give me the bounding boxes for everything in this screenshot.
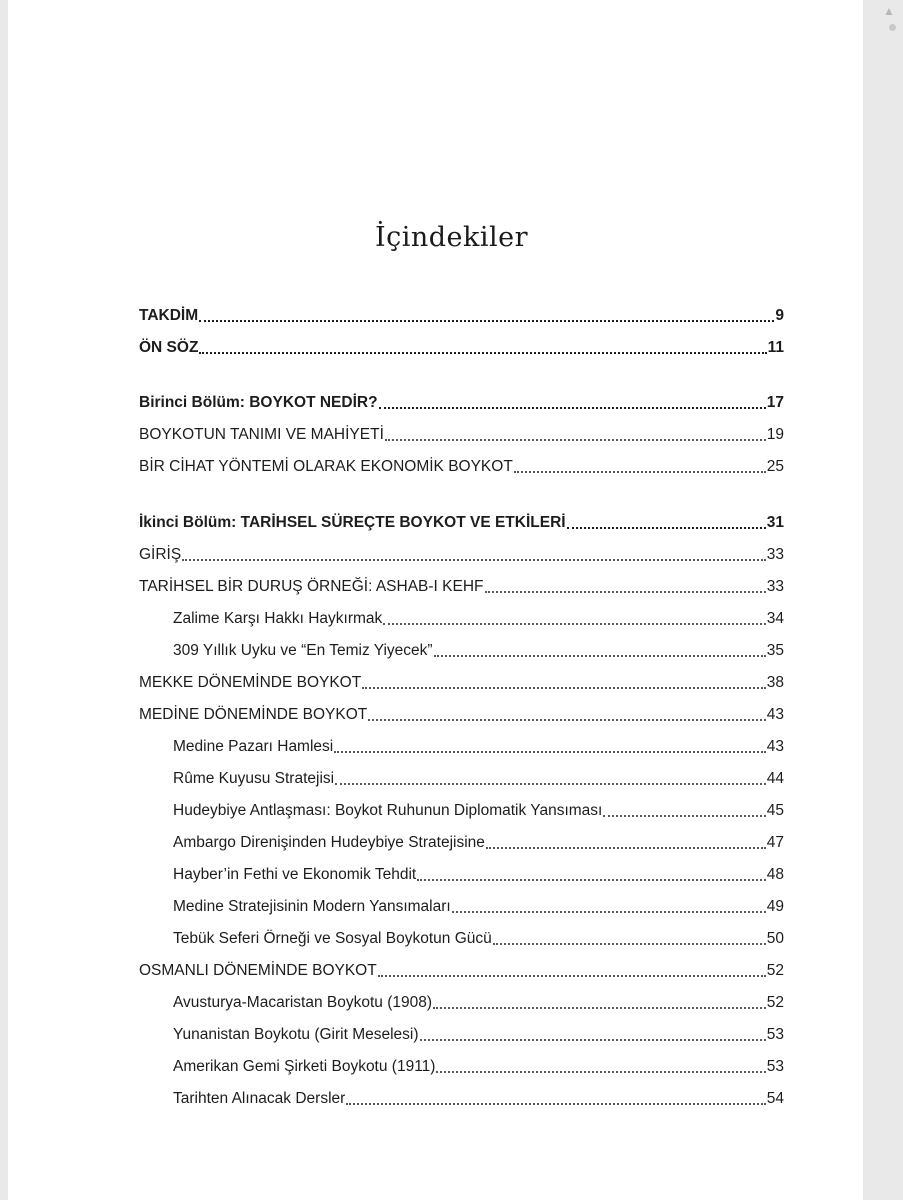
- toc-entry[interactable]: [139, 421, 784, 445]
- toc-entry-label: Zalime Karşı Hakkı Haykırmak: [173, 610, 383, 627]
- toc-entry[interactable]: [139, 509, 784, 533]
- toc-entry-page-number: 53: [766, 1026, 784, 1043]
- dot-leader: [603, 815, 765, 817]
- toc-entry[interactable]: [139, 765, 784, 789]
- toc-entry-page-number: 35: [766, 642, 784, 659]
- toc-entry-page-number: 52: [766, 962, 784, 979]
- toc-entry[interactable]: [139, 302, 784, 326]
- toc-entry[interactable]: [139, 541, 784, 565]
- toc-entry-page-number: 49: [766, 898, 784, 915]
- toc-entry-page-number: 52: [766, 994, 784, 1011]
- dot-leader: [346, 1103, 765, 1105]
- dot-leader: [385, 439, 766, 441]
- toc-entry-label: Amerikan Gemi Şirketi Boykotu (1911): [173, 1058, 436, 1075]
- toc-entry-page-number: 33: [766, 578, 784, 595]
- toc-entry[interactable]: [139, 925, 784, 949]
- toc-title: İçindekiler: [374, 222, 529, 253]
- dot-leader: [182, 559, 766, 561]
- toc-entry-page-number: 31: [766, 514, 784, 531]
- dot-leader: [362, 687, 766, 689]
- toc-entry-label: TARİHSEL BİR DURUŞ ÖRNEĞİ: ASHAB-I KEHF: [139, 578, 484, 595]
- toc-entry[interactable]: [139, 957, 784, 981]
- toc-entry-page-number: 47: [766, 834, 784, 851]
- toc-entry[interactable]: [139, 733, 784, 757]
- dot-leader: [452, 911, 766, 913]
- toc-entry[interactable]: [139, 893, 784, 917]
- toc-entry-page-number: 43: [766, 738, 784, 755]
- toc-entry-page-number: 38: [766, 674, 784, 691]
- toc-entry-label: Medine Pazarı Hamlesi: [173, 738, 334, 755]
- toc-entry[interactable]: [139, 1085, 784, 1109]
- toc-entry[interactable]: [139, 605, 784, 629]
- toc-entry[interactable]: [139, 829, 784, 853]
- toc-entry[interactable]: [139, 637, 784, 661]
- toc-entry-page-number: 34: [766, 610, 784, 627]
- toc-entry-page-number: 25: [766, 458, 784, 475]
- toc-entry-page-number: 17: [766, 394, 784, 411]
- dot-leader: [417, 879, 766, 881]
- toc-entry-label: BİR CİHAT YÖNTEMİ OLARAK EKONOMİK BOYKOT: [139, 458, 513, 475]
- toc-entry-page-number: 50: [766, 930, 784, 947]
- toc-entry-label: GİRİŞ: [139, 546, 182, 563]
- toc-entry[interactable]: [139, 989, 784, 1013]
- toc-entry-page-number: 9: [775, 307, 784, 324]
- toc-entry-page-number: 44: [766, 770, 784, 787]
- dot-leader: [434, 655, 766, 657]
- toc-entry-label: Rûme Kuyusu Stratejisi: [173, 770, 335, 787]
- toc-entry-label: Ambargo Direnişinden Hudeybiye Stratejisine: [173, 834, 485, 851]
- toc-entry-label: TAKDİM: [139, 307, 199, 324]
- dot-leader: [433, 1007, 766, 1009]
- toc-entry-label: MEDİNE DÖNEMİNDE BOYKOT: [139, 706, 368, 723]
- toc-entry-label: Tebük Seferi Örneği ve Sosyal Boykotun Gücü: [173, 930, 492, 947]
- toc-entry-page-number: 11: [767, 339, 784, 356]
- dot-leader: [379, 407, 766, 409]
- dot-leader: [335, 783, 766, 785]
- dot-leader: [199, 320, 774, 322]
- toc-entry[interactable]: [139, 334, 784, 358]
- toc-entry-label: İkinci Bölüm: TARİHSEL SÜREÇTE BOYKOT VE ETKİLERİ: [139, 514, 566, 531]
- toc-entry-page-number: 19: [766, 426, 784, 443]
- toc-entry[interactable]: [139, 1021, 784, 1045]
- toc-entry-label: BOYKOTUN TANIMI VE MAHİYETİ: [139, 426, 384, 443]
- toc-entry-label: Tarihten Alınacak Dersler: [173, 1090, 346, 1107]
- dot-leader: [486, 847, 766, 849]
- document-page: [8, 0, 863, 1200]
- dot-leader: [493, 943, 766, 945]
- toc-entry[interactable]: [139, 861, 784, 885]
- toc-entry[interactable]: [139, 701, 784, 725]
- dot-leader: [334, 751, 766, 753]
- toc-entry-label: Hayber’in Fethi ve Ekonomik Tehdit: [173, 866, 417, 883]
- toc-entry-label: 309 Yıllık Uyku ve “En Temiz Yiyecek”: [173, 642, 433, 659]
- dot-leader: [567, 527, 766, 529]
- scroll-up-arrow-icon[interactable]: ▲: [883, 4, 895, 18]
- toc-entry[interactable]: [139, 573, 784, 597]
- toc-entry-page-number: 43: [766, 706, 784, 723]
- dot-leader: [420, 1039, 766, 1041]
- scrollbar-thumb[interactable]: [889, 24, 896, 31]
- toc-entry[interactable]: [139, 669, 784, 693]
- toc-entry-label: MEKKE DÖNEMİNDE BOYKOT: [139, 674, 362, 691]
- toc-entry-label: Birinci Bölüm: BOYKOT NEDİR?: [139, 394, 378, 411]
- dot-leader: [514, 471, 766, 473]
- dot-leader: [199, 352, 766, 354]
- toc-entry-label: Hudeybiye Antlaşması: Boykot Ruhunun Diplomatik Yansıması: [173, 802, 603, 819]
- toc-entry-label: ÖN SÖZ: [139, 339, 199, 356]
- toc-entry[interactable]: [139, 453, 784, 477]
- toc-entry[interactable]: [139, 1053, 784, 1077]
- toc-entry-page-number: 54: [766, 1090, 784, 1107]
- dot-leader: [378, 975, 766, 977]
- toc-entry[interactable]: [139, 389, 784, 413]
- toc-entry-page-number: 33: [766, 546, 784, 563]
- toc-entry-page-number: 45: [766, 802, 784, 819]
- toc-entry-label: Avusturya-Macaristan Boykotu (1908): [173, 994, 433, 1011]
- toc-entry[interactable]: [139, 797, 784, 821]
- toc-entry-label: Medine Stratejisinin Modern Yansımaları: [173, 898, 451, 915]
- toc-entry-page-number: 48: [766, 866, 784, 883]
- dot-leader: [436, 1071, 765, 1073]
- toc-entry-label: Yunanistan Boykotu (Girit Meselesi): [173, 1026, 419, 1043]
- toc-entry-label: OSMANLI DÖNEMİNDE BOYKOT: [139, 962, 377, 979]
- dot-leader: [485, 591, 766, 593]
- toc-entry-page-number: 53: [766, 1058, 784, 1075]
- dot-leader: [383, 623, 765, 625]
- dot-leader: [368, 719, 766, 721]
